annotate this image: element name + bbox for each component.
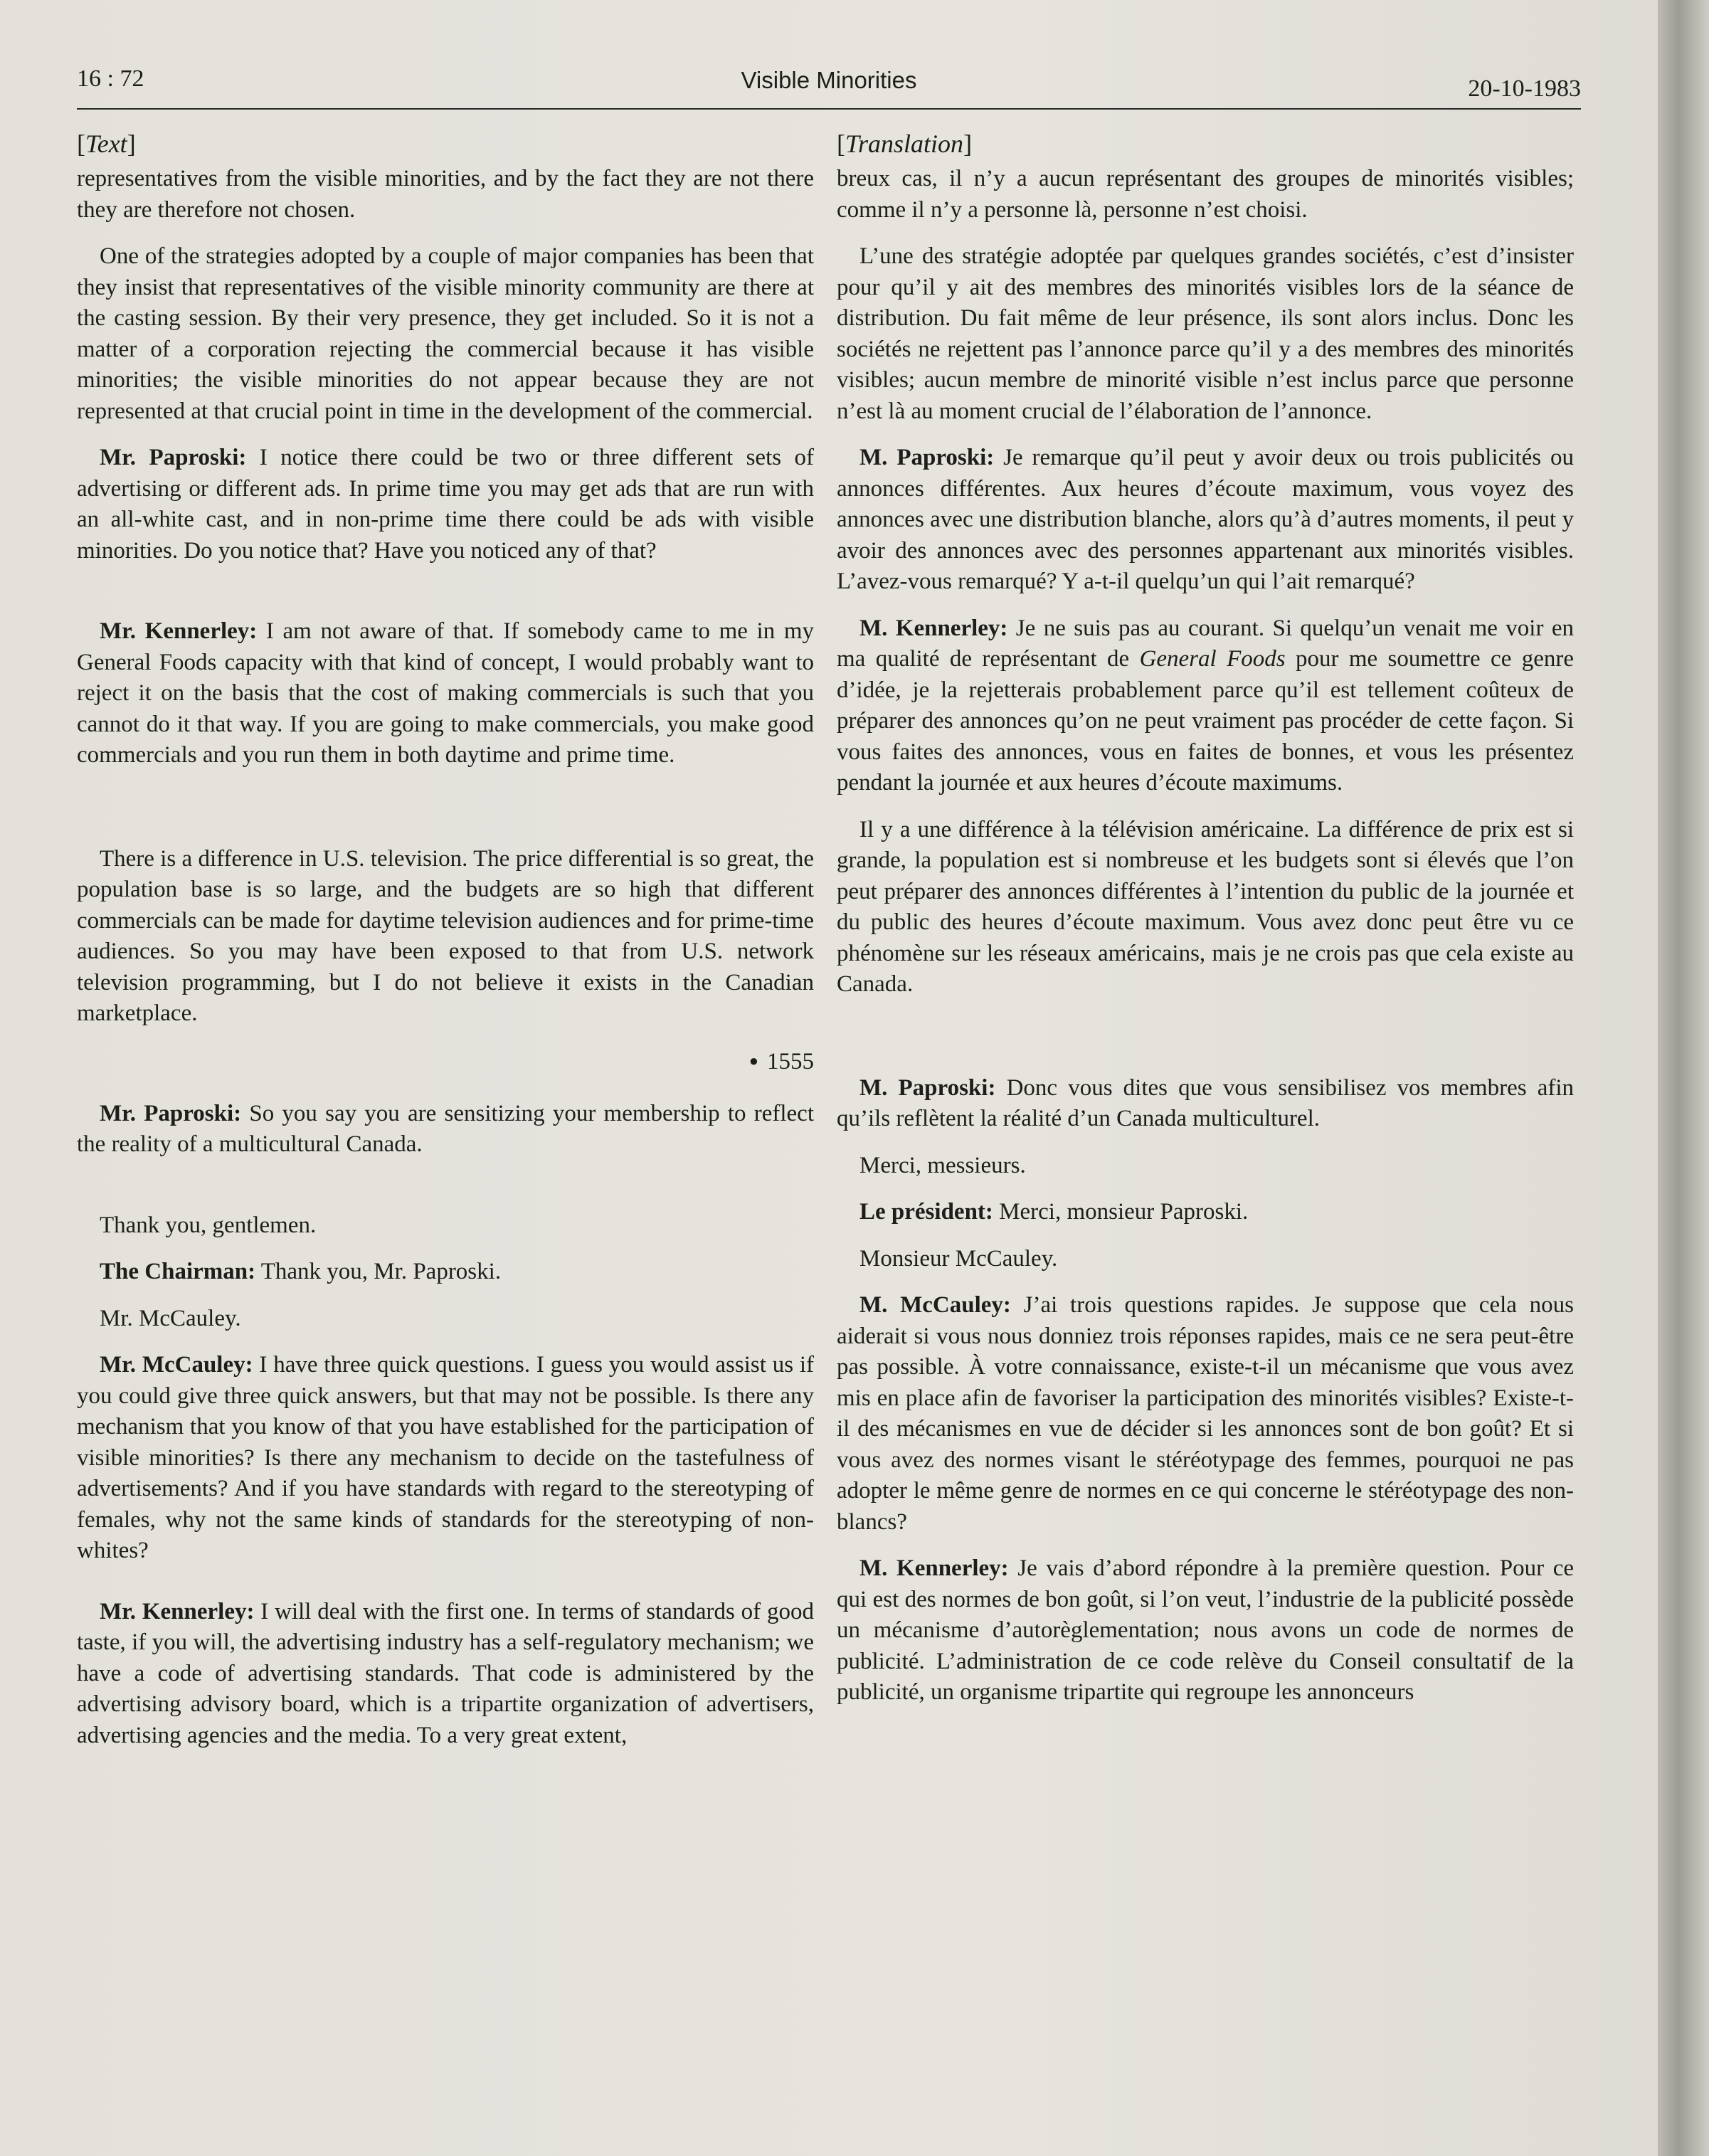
text-label: [Text]: [77, 130, 136, 158]
page-header: [77, 61, 1581, 110]
speaker-name: M. Paproski:: [859, 1074, 996, 1101]
page-date: 20-10-1983: [1468, 75, 1581, 102]
speech-paragraph: M. Paproski: Donc vous dites que vous sensibilisez vos membres afin qu’ils reflètent la réalité d’un Canada multiculturel.: [837, 1074, 1575, 1131]
speech-paragraph: M. Kennerley: Je ne suis pas au courant. Si quelqu’un venait me voir en ma qualité de représentant de General Foods pour me soumettre ce genre d’idée, je la rejetterais probablement parce qu’il est tellement coûteux de préparer des annonces qu’on ne peut vraiment pas procéder de cette façon. Si vous faites des annonces, vous en faites de bonnes, et vous les présentez pendant la journée et aux heures d’écoute maximums.: [837, 615, 1575, 796]
speaker-name: Mr. McCauley:: [100, 1352, 253, 1378]
speaker-name: M. McCauley:: [859, 1292, 1011, 1318]
speaker-name: Le président:: [859, 1199, 993, 1225]
speaker-name: Mr. Kennerley:: [100, 1598, 255, 1624]
paragraph: One of the strategies adopted by a couple of major companies has been that they insist that representatives of the visible minority community are there at the casting session. By their very presence, they get included. So it is not a matter of a corporation rejecting the commercial because it has visible minorities; the visible minorities do not appear because they are not represented at that crucial point in time in the development of the commercial.: [77, 243, 814, 424]
speaker-name: M. Kennerley:: [859, 615, 1008, 641]
speaker-name: M. Paproski:: [859, 445, 995, 470]
timestamp: ● 1555: [748, 1048, 814, 1074]
paragraph: Mr. McCauley.: [100, 1305, 241, 1331]
french-column: [837, 128, 1574, 1724]
english-column: [77, 128, 814, 1767]
speech-paragraph: Mr. Paproski: I notice there could be two or three different sets of advertising or different ads. In prime time you may get ads that are run with an all-white cast, and in non-prime time there could be ads with visible minorities. Do you notice that? Have you noticed any of that?: [77, 445, 814, 564]
speech-paragraph: Mr. Kennerley: I am not aware of that. If somebody came to me in my General Foods capacity with that kind of concept, I would probably want to reject it on the basis that the cost of making commercials is such that you cannot do it that way. If you are going to make commercials, you make good commercials and you run them in both daytime and prime time.: [77, 618, 814, 768]
speech-paragraph: The Chairman: Thank you, Mr. Paproski.: [100, 1259, 502, 1284]
page-title: Visible Minorities: [741, 67, 917, 93]
paragraph: Monsieur McCauley.: [859, 1245, 1058, 1272]
speech-paragraph: Le président: Merci, monsieur Paproski.: [859, 1199, 1249, 1225]
speaker-name: Mr. Kennerley:: [100, 618, 258, 644]
translation-label: [Translation]: [837, 130, 973, 158]
paragraph: representatives from the visible minorities, and by the fact they are not there they are therefore not chosen.: [77, 166, 814, 223]
paragraph: L’une des stratégie adoptée par quelques grandes sociétés, c’est d’insister pour qu’il y ait des membres des minorités visibles lors de la séance de distribution. Du fait même de leur présence, ils sont alors inclus. Donc les sociétés ne rejettent pas l’annonce parce qu’il y a des membres des minorités visibles; aucun membre de minorité visible n’est inclus parce que personne n’est là au moment crucial de l’élaboration de l’annonce.: [837, 243, 1574, 424]
speaker-name: M. Kennerley:: [859, 1555, 1009, 1581]
paragraph: Il y a une différence à la télévision américaine. La différence de prix est si grande, la population est si nombreuse et les budgets sont si élevés que l’on peut préparer des annonces différentes à l’intention du public de la journée et du public des heures d’écoute maximum. Vous avez donc peut être vu ce phénomène sur les réseaux américains, mais je ne crois pas que cela existe au Canada.: [837, 816, 1574, 997]
paragraph: Merci, messieurs.: [859, 1152, 1026, 1178]
speech-paragraph: M. Paproski: Je remarque qu’il peut y avoir deux ou trois publicités ou annonces différentes. Aux heures d’écoute maximum, vous voyez des annonces avec une distribution blanche, alors qu’à d’autres moments, il peut y avoir des annonces avec des personnes appartenant aux minorités visibles. L’avez-vous remarqué? Y a-t-il quelqu’un qui l’ait remarqué?: [837, 445, 1574, 594]
speaker-name: Mr. Paproski:: [100, 445, 247, 470]
paragraph: breux cas, il n’y a aucun représentant des groupes de minorités visibles; comme il n’y a personne là, personne n’est choisi.: [837, 166, 1574, 223]
speech-paragraph: Mr. McCauley: I have three quick questions. I guess you would assist us if you could give three quick answers, but that may not be possible. Is there any mechanism that you know of that you have established for the participation of visible minorities? Is there any mechanism to decide on the tastefulness of advertisements? And if you have standards with regard to the stereotyping of females, why not the same kinds of standards for the stereotyping of non-whites?: [77, 1352, 814, 1563]
speaker-name: The Chairman:: [100, 1259, 256, 1284]
speech-paragraph: Mr. Paproski: So you say you are sensitizing your membership to reflect the reality of a multicultural Canada.: [77, 1100, 814, 1157]
speech-paragraph: Mr. Kennerley: I will deal with the first one. In terms of standards of good taste, if you will, the advertising industry has a self-regulatory mechanism; we have a code of advertising standards. That code is administered by the advertising advisory board, which is a tripartite organization of advertisers, advertising agencies and the media. To a very great extent,: [77, 1598, 814, 1748]
paragraph: Thank you, gentlemen.: [100, 1212, 317, 1238]
speech-paragraph: M. Kennerley: Je vais d’abord répondre à la première question. Pour ce qui est des normes de bon goût, si l’on veut, l’industrie de la publicité possède un mécanisme d’autorèglementation; nous avons un code de normes de publicité. L’administration de ce code relève du Conseil consultatif de la publicité, un organisme tripartite qui regroupe les annonceurs: [837, 1555, 1574, 1705]
page-edge: [1658, 0, 1709, 2156]
speaker-name: Mr. Paproski:: [100, 1100, 242, 1126]
page-number: 16 : 72: [77, 65, 144, 92]
paragraph: There is a difference in U.S. television. The price differential is so great, the population base is so large, and the budgets are so high that different commercials can be made for daytime television audiences and for prime-time audiences. So you may have been exposed to that from U.S. network television programming, but I do not believe it exists in the Canadian marketplace.: [77, 845, 814, 1026]
speech-paragraph: M. McCauley: J’ai trois questions rapides. Je suppose que cela nous aiderait si vous nous donniez trois réponses rapides, mais ce ne sera peut-être pas possible. À votre connaissance, existe-t-il un mécanisme que vous avez mis en place afin de favoriser la participation des minorités visibles? Existe-t-il des mécanismes en vue de décider si les annonces sont de bon goût? Et si vous avez des normes visant le stéréotypage des femmes, pourquoi ne pas adopter le même genre de normes en ce qui concerne le stéréotypage des non-blancs?: [837, 1292, 1574, 1535]
